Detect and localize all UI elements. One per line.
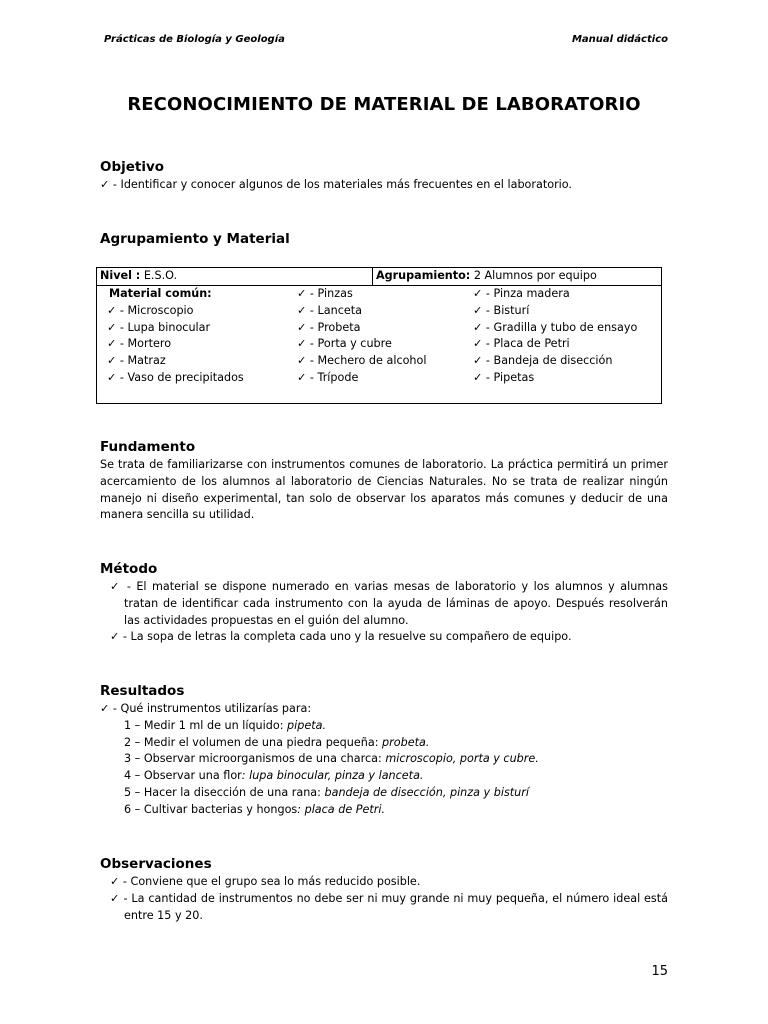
resultados-item xyxy=(100,802,668,819)
material-item: ✓ - Probeta xyxy=(297,320,361,334)
resultados-question: 4 – Observar una flor xyxy=(124,769,242,783)
running-header-right: Manual didáctico xyxy=(571,34,668,45)
material-item: ✓ - Bandeja de disección xyxy=(473,354,613,368)
objetivo-heading: Objetivo xyxy=(100,159,165,175)
page-title: RECONOCIMIENTO DE MATERIAL DE LABORATORIO xyxy=(127,94,641,115)
material-item: ✓ - Vaso de precipitados xyxy=(107,370,244,384)
observaciones-section xyxy=(100,855,668,924)
material-item: ✓ - Microscopio xyxy=(107,303,194,317)
material-table xyxy=(96,267,662,404)
metodo-item: ✓ - La sopa de letras la completa cada uno y la resuelve su compañero de equipo. xyxy=(110,630,572,644)
material-comun-heading: Material común: xyxy=(109,287,212,300)
observaciones-heading: Observaciones xyxy=(100,856,212,872)
material-item: ✓ - Mortero xyxy=(107,337,172,351)
fundamento-text: Se trata de familiarizarse con instrumentos comunes de laboratorio. La práctica permitirá un primer acercamiento de los alumnos al laboratorio de Ciencias Naturales. No se trata de realizar ningún manejo ni diseño experimental, tan solo de observar los aparatos más comunes y deducir de una manera sencilla su utilidad. xyxy=(100,458,668,522)
resultados-answer: probeta. xyxy=(382,735,430,749)
resultados-answer: bandeja de disección, pinza y bisturí xyxy=(324,785,529,799)
agrupamiento-section xyxy=(100,230,668,249)
resultados-section xyxy=(100,682,668,819)
material-column-1 xyxy=(107,286,244,387)
metodo-heading: Método xyxy=(100,561,158,577)
objetivo-text: ✓ - Identificar y conocer algunos de los materiales más frecuentes en el laboratorio. xyxy=(100,178,572,191)
nivel-value: E.S.O. xyxy=(140,269,178,282)
observaciones-item: ✓ - La cantidad de instrumentos no debe ser ni muy grande ni muy pequeña, el número ideal está entre 15 y 20. xyxy=(110,891,668,922)
page-number: 15 xyxy=(651,964,668,979)
agrupamiento-label: Agrupamiento: xyxy=(376,269,471,282)
material-item: ✓ - Porta y cubre xyxy=(297,337,392,351)
material-item: ✓ - Gradilla y tubo de ensayo xyxy=(473,320,638,334)
resultados-question: 1 – Medir 1 ml de un líquido: xyxy=(124,718,288,732)
material-item: ✓ - Pipetas xyxy=(473,370,535,384)
material-list xyxy=(97,286,661,404)
resultados-item xyxy=(100,751,668,768)
agrupamiento-heading: Agrupamiento y Material xyxy=(100,231,290,247)
resultados-item xyxy=(100,718,668,735)
material-item: ✓ - Placa de Petri xyxy=(473,337,570,351)
material-column-2 xyxy=(297,286,426,387)
fundamento-section xyxy=(100,438,668,524)
resultados-item xyxy=(100,768,668,785)
agrupamiento-cell xyxy=(373,268,661,285)
resultados-question: 3 – Observar microorganismos de una charca: xyxy=(124,752,386,766)
material-item: ✓ - Pinzas xyxy=(297,287,353,300)
material-item: ✓ - Pinza madera xyxy=(473,287,570,300)
material-item: ✓ - Matraz xyxy=(107,354,166,368)
nivel-cell xyxy=(97,268,373,285)
resultados-question: 6 – Cultivar bacterias y hongos xyxy=(124,802,298,816)
material-table-header-row xyxy=(97,268,661,286)
observaciones-item: ✓ - Conviene que el grupo sea lo más reducido posible. xyxy=(110,875,421,888)
material-item: ✓ - Lupa binocular xyxy=(107,320,211,334)
metodo-item: ✓ - El material se dispone numerado en varias mesas de laboratorio y los alumnos y alumnas tratan de identificar cada instrumento con la ayuda de láminas de apoyo. Después resolverán las actividades propuestas en el guión del alumno. xyxy=(110,580,668,627)
fundamento-heading: Fundamento xyxy=(100,439,196,455)
resultados-item xyxy=(100,785,668,802)
agrupamiento-value: 2 Alumnos por equipo xyxy=(470,269,597,282)
material-item: ✓ - Mechero de alcohol xyxy=(297,354,427,368)
material-column-3 xyxy=(473,286,637,387)
nivel-label: Nivel : xyxy=(100,269,141,282)
metodo-section xyxy=(100,560,668,646)
resultados-intro: ✓ - Qué instrumentos utilizarías para: xyxy=(100,702,312,715)
objetivo-section xyxy=(100,158,668,194)
resultados-answer: : lupa binocular, pinza y lanceta. xyxy=(241,769,424,783)
resultados-item xyxy=(100,735,668,752)
running-header-left: Prácticas de Biología y Geología xyxy=(104,34,285,45)
resultados-heading: Resultados xyxy=(100,683,185,699)
material-item: ✓ - Bisturí xyxy=(473,303,530,317)
resultados-question: 5 – Hacer la disección de una rana: xyxy=(124,785,325,799)
material-item: ✓ - Lanceta xyxy=(297,303,362,317)
resultados-answer: microscopio, porta y cubre. xyxy=(385,752,539,766)
resultados-question: 2 – Medir el volumen de una piedra pequeña: xyxy=(124,735,383,749)
resultados-answer: pipeta. xyxy=(287,718,327,732)
resultados-answer: : placa de Petri. xyxy=(297,802,386,816)
material-item: ✓ - Trípode xyxy=(297,370,359,384)
